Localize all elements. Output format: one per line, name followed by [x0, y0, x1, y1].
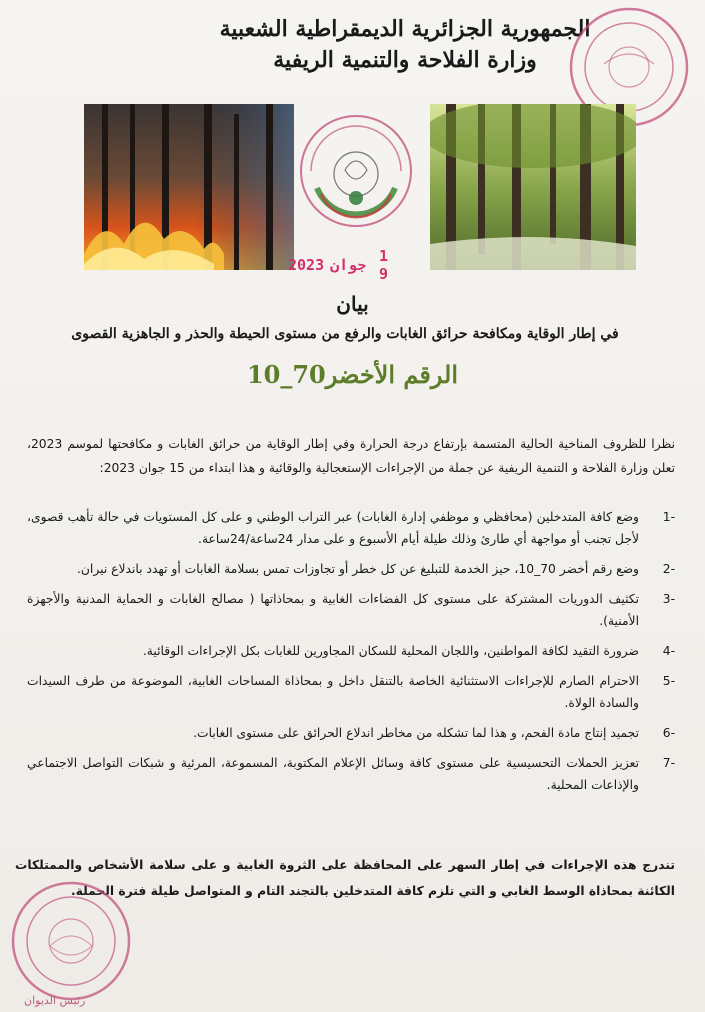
ministry-emblem	[297, 112, 415, 230]
list-item	[27, 588, 675, 632]
statement-title: بيان	[336, 292, 369, 316]
green-number-heading: الرقم الأخضر70_10	[246, 360, 459, 389]
item-text: الاحترام الصارم للإجراءات الاستثنائية الخاصة بالتنقل داخل و بمحاذاة المساحات الغابية، الموضوعة من طرف السيدات والسادة الولاة.	[27, 674, 639, 710]
item-number: -7	[662, 756, 675, 770]
list-item	[27, 640, 675, 662]
item-number: -2	[662, 562, 675, 576]
closing-paragraph: تندرج هذه الإجراءات في إطار السهر على المحافظة على الثروة الغابية و على سلامة الأشخاص والممتلكات الكائنة بمحاذاة الوسط الغابي و التي تلزم كافة المتدخلين بالتجند التام و المتواصل طيلة فترة الحملة.	[15, 858, 675, 898]
item-text: وضع رقم أخضر 70_10، حيز الخدمة للتبليغ عن كل خطر أو تجاوزات تمس بسلامة الغابات أو تهدد باندلاع نيران.	[76, 562, 639, 576]
item-number: -3	[662, 592, 675, 606]
signature-title: رئيس الديوان	[24, 994, 86, 1007]
ministry-stamp-bottom	[6, 876, 136, 1006]
list-item	[27, 752, 675, 796]
ministry-name: وزارة الفلاحة والتنمية الريفية	[273, 47, 537, 73]
date-year: 2023	[288, 256, 325, 274]
date-stamp	[288, 247, 388, 283]
item-text: تجميد إنتاج مادة الفحم، و هذا لما تشكله من مخاطر اندلاع الحرائق على مستوى الغابات.	[193, 726, 639, 740]
item-number: -1	[662, 510, 675, 524]
item-text: ضرورة التقيد لكافة المواطنين، واللجان المحلية للسكان المجاورين للغابات بكل الإجراءات الوقائية.	[142, 644, 639, 658]
list-item	[27, 722, 675, 744]
list-item	[27, 670, 675, 714]
list-item	[27, 558, 675, 580]
item-text: تكثيف الدوريات المشتركة على مستوى كل الفضاءات الغابية و بمحاذاتها ( مصالح الغابات و الحماية المدنية والأجهزة الأمنية).	[27, 592, 639, 628]
date-month: جوان	[330, 256, 367, 274]
date-day: 1 9	[378, 247, 388, 283]
item-text: تعزيز الحملات التحسيسية على مستوى كافة وسائل الإعلام المكتوبة، المسموعة، المرئية و شبكات التواصل الاجتماعي والإذاعات المحلية.	[27, 756, 639, 792]
statement-subtitle: في إطار الوقاية ومكافحة حرائق الغابات والرفع من مستوى الحيطة والحذر و الجاهزية القصوى	[71, 326, 619, 342]
item-number: -5	[662, 674, 675, 688]
item-number: -6	[662, 726, 675, 740]
item-text: وضع كافة المتدخلين (محافظي و موظفي إدارة الغابات) عبر التراب الوطني و على كل المستويات في حالة تأهب قصوى، لأجل تجنب أو مواجهة أي طارئ وذلك طيلة أيام الأسبوع و على مدار 24ساعة/24ساعة.	[27, 510, 639, 546]
forest-fire-photo	[84, 104, 294, 270]
measures-list	[27, 506, 675, 804]
item-number: -4	[662, 644, 675, 658]
green-forest-photo	[430, 104, 640, 270]
republic-name: الجمهورية الجزائرية الديمقراطية الشعبية	[219, 16, 591, 42]
list-item	[27, 506, 675, 550]
intro-paragraph: نظرا للظروف المناخية الحالية المتسمة بإرتفاع درجة الحرارة وفي إطار الوقاية من حرائق الغابات و مكافحتها لموسم 2023، تعلن وزارة الفلاحة و التنمية الريفية عن جملة من الإجراءات الإستعجالية والوقائية و هذا ابتداء من 15 جوان 2023:	[27, 437, 675, 475]
